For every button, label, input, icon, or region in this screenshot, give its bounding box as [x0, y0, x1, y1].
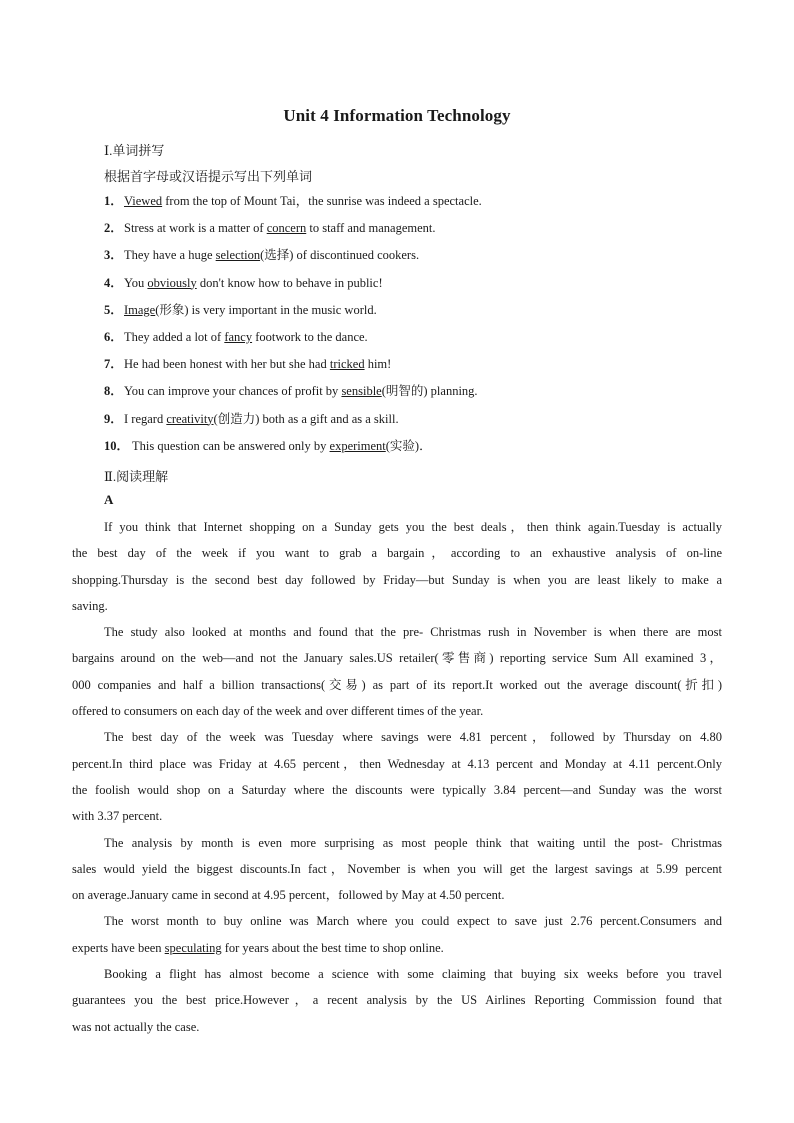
spelling-item: [104, 410, 744, 437]
item-answer: Image: [124, 302, 156, 317]
line-text: experts have been: [72, 940, 165, 955]
item-answer: tricked: [329, 357, 365, 372]
spelling-item: [104, 382, 744, 409]
passage-line: The study also looked at months and found that the pre- Christmas rush in November is when there are most: [104, 625, 722, 640]
passage-paragraph: [72, 724, 722, 829]
item-answer: concern: [266, 221, 307, 236]
passage-line: the foolish would shop on a Saturday where the discounts were typically 3.84 percent—and Sunday was the worst: [72, 782, 722, 797]
passage-label: A: [104, 492, 114, 507]
spelling-item: [104, 328, 744, 355]
item-text: (形象) is very important in the music world.: [155, 302, 377, 317]
item-number: 9．: [104, 411, 123, 426]
spelling-item: [104, 301, 744, 328]
passage-line: was not actually the case.: [72, 1019, 200, 1034]
item-text: (明智的) planning.: [381, 384, 478, 399]
passage-line: on average.January came in second at 4.95 percent，followed by May at 4.50 percent.: [72, 888, 505, 903]
item-text: I regard: [124, 411, 167, 426]
passage-paragraph: [72, 961, 722, 1040]
item-number: 5．: [104, 302, 123, 317]
spelling-item: [104, 192, 744, 219]
passage-line: [40, 935, 722, 961]
passage-line: the best day of the week if you want to grab a bargain，according to an exhaustive analysis of on-line: [72, 546, 722, 561]
section-heading-reading: Ⅱ.阅读理解: [104, 469, 169, 484]
spelling-item: [104, 274, 744, 301]
item-text: to staff and management.: [306, 221, 436, 236]
spelling-item: [104, 219, 744, 246]
section-heading-spelling: Ⅰ.单词拼写: [104, 143, 165, 158]
passage-line: If you think that Internet shopping on a Sunday gets you the best deals，then think again.Tuesday is actually: [104, 520, 722, 534]
passage-line: guarantees you the best price.However，a recent analysis by the US Airlines Reporting Commission found that: [72, 993, 722, 1008]
passage-line: with 3.37 percent.: [72, 809, 163, 824]
item-answer: sensible: [341, 384, 382, 399]
item-number: 10．: [104, 438, 130, 453]
item-text: He had been honest with her but she had: [124, 357, 330, 372]
line-text: for years about the best time to shop online.: [221, 940, 444, 955]
passage-line: percent.In third place was Friday at 4.65 percent，then Wednesday at 4.13 percent and Monday at 4.11 percent.Only: [72, 756, 722, 771]
item-answer: Viewed: [124, 194, 163, 208]
spelling-item: [104, 246, 744, 273]
item-answer: selection: [215, 248, 261, 263]
spelling-item: [104, 437, 744, 464]
item-text: You can improve your chances of profit by: [124, 384, 342, 399]
item-number: 8．: [104, 384, 123, 399]
spelling-instruction: 根据首字母或汉语提示写出下列单词: [104, 169, 313, 184]
item-number: 4．: [104, 275, 123, 290]
item-number: 7．: [104, 357, 123, 372]
passage-line: The analysis by month is even more surprising as most people think that waiting until the post- Christmas: [104, 835, 722, 850]
passage-line: Booking a flight has almost become a science with some claiming that buying six weeks before you travel: [104, 967, 722, 982]
passage-paragraph: [72, 908, 722, 961]
item-text: This question can be answered only by: [132, 438, 330, 453]
item-answer: obviously: [147, 275, 197, 290]
underlined-word: speculating: [164, 940, 222, 955]
item-text: They added a lot of: [124, 329, 225, 344]
item-number: 2．: [104, 221, 123, 236]
item-number: 6．: [104, 329, 123, 344]
passage-paragraph: [72, 514, 722, 619]
passage-paragraph: [72, 619, 722, 724]
item-number: 1．: [104, 194, 123, 208]
item-text: footwork to the dance.: [252, 329, 368, 344]
passage-line: 000 companies and half a billion transactions(交易) as part of its report.It worked out the average discount(折扣): [72, 677, 722, 692]
passage-line: The worst month to buy online was March where you could expect to save just 2.76 percent.Consumers and: [104, 914, 722, 929]
passage-line: offered to consumers on each day of the week and over different times of the year.: [72, 704, 484, 719]
spelling-items: [104, 192, 744, 464]
item-text: don't know how to behave in public!: [196, 275, 383, 290]
passage-line: sales would yield the biggest discounts.In fact，November is when you will get the largest savings at 5.99 percent: [72, 861, 722, 876]
passage-line: saving.: [72, 598, 108, 613]
item-text: You: [124, 275, 148, 290]
item-answer: fancy: [224, 329, 253, 344]
item-text: (创造力) both as a gift and as a skill.: [213, 411, 399, 426]
spelling-item: [104, 355, 744, 382]
passage-line: The best day of the week was Tuesday where savings were 4.81 percent，followed by Thursday on 4.80: [104, 730, 722, 745]
reading-passage: [72, 514, 722, 1040]
passage-paragraph: [72, 830, 722, 909]
item-text: They have a huge: [124, 248, 216, 263]
item-text: Stress at work is a matter of: [124, 221, 267, 236]
passage-line: bargains around on the web—and not the January sales.US retailer(零售商) reporting service Sum All examined 3，: [72, 651, 722, 666]
item-answer: creativity: [166, 411, 214, 426]
page-title: Unit 4 Information Technology: [283, 106, 511, 125]
item-answer: experiment: [329, 438, 386, 453]
item-text: (选择) of discontinued cookers.: [260, 248, 420, 263]
item-text: him!: [364, 357, 392, 372]
item-number: 3．: [104, 248, 123, 263]
item-text: (实验)．: [385, 438, 432, 453]
passage-line: shopping.Thursday is the second best day followed by Friday—but Sunday is when you are least likely to make a: [72, 572, 722, 587]
item-text: from the top of Mount Tai，the sunrise was indeed a spectacle.: [162, 194, 482, 208]
